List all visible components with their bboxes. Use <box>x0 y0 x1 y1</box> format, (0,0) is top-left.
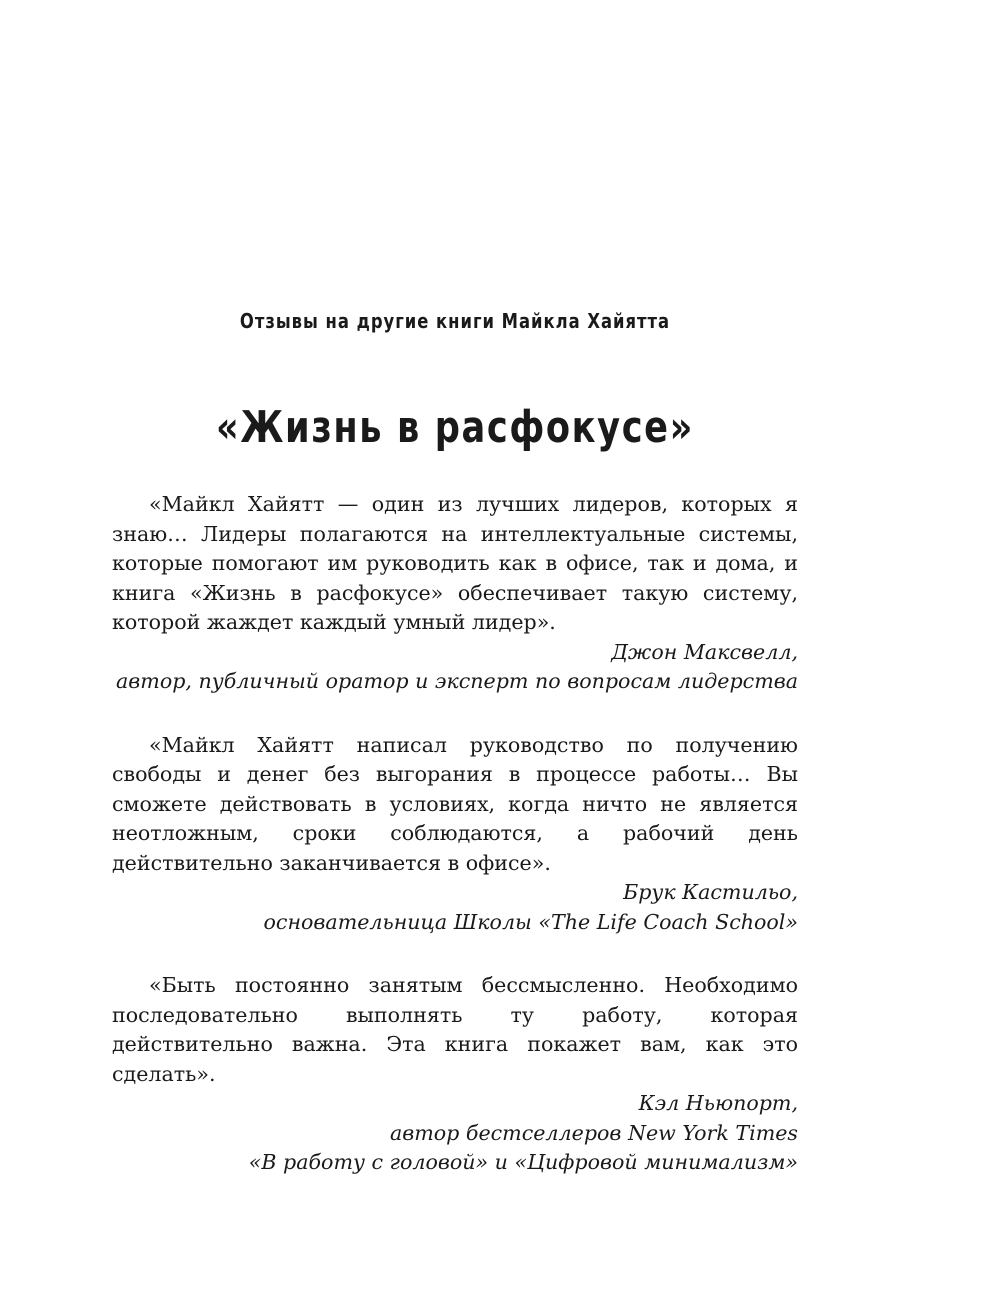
review-author-role: автор бестселлеров New York Times <box>389 1120 798 1145</box>
review-author: Кэл Ньюпорт, <box>638 1091 798 1115</box>
section-heading: Отзывы на другие книги Майкла Хайятта <box>239 309 671 333</box>
review-attribution <box>112 878 798 937</box>
review-attribution <box>112 1089 798 1178</box>
review-maxwell <box>112 490 798 697</box>
review-quote: «Майкл Хайятт — один из лучших лидеров, которых я знаю… Лидеры полагаются на интеллектуальные системы, которые помогают им руководить как в офисе, так и дома, и книга «Жизнь в расфокусе» обеспечивает такую систему, которой жаждет каждый умный лидер». <box>112 492 798 634</box>
review-castillo <box>112 731 798 938</box>
reviews-list <box>112 490 798 1178</box>
review-spacer <box>112 697 798 731</box>
review-spacer <box>112 937 798 971</box>
review-newport <box>112 971 798 1178</box>
review-attribution <box>112 638 798 697</box>
review-author: Брук Кастильо, <box>623 880 798 904</box>
review-author-role: основательница Школы «The Life Coach School» <box>263 909 798 934</box>
review-author: Джон Максвелл, <box>611 639 798 664</box>
book-title: «Жизнь в расфокусе» <box>216 402 694 453</box>
review-author-books: «В работу с головой» и «Цифровой минимализм» <box>248 1150 798 1174</box>
review-author-role: автор, публичный оратор и эксперт по вопросам лидерства <box>116 669 798 693</box>
review-quote: «Быть постоянно занятым бессмысленно. Необходимо последовательно выполнять ту работу, которая действительно важна. Эта книга покажет вам, как это сделать». <box>112 973 798 1086</box>
review-quote: «Майкл Хайятт написал руководство по получению свободы и денег без выгорания в процессе работы… Вы сможете действовать в условиях, когда ничто не является неотложным, сроки соблюдаются, а рабочий день действительно заканчивается в офисе». <box>112 732 798 875</box>
